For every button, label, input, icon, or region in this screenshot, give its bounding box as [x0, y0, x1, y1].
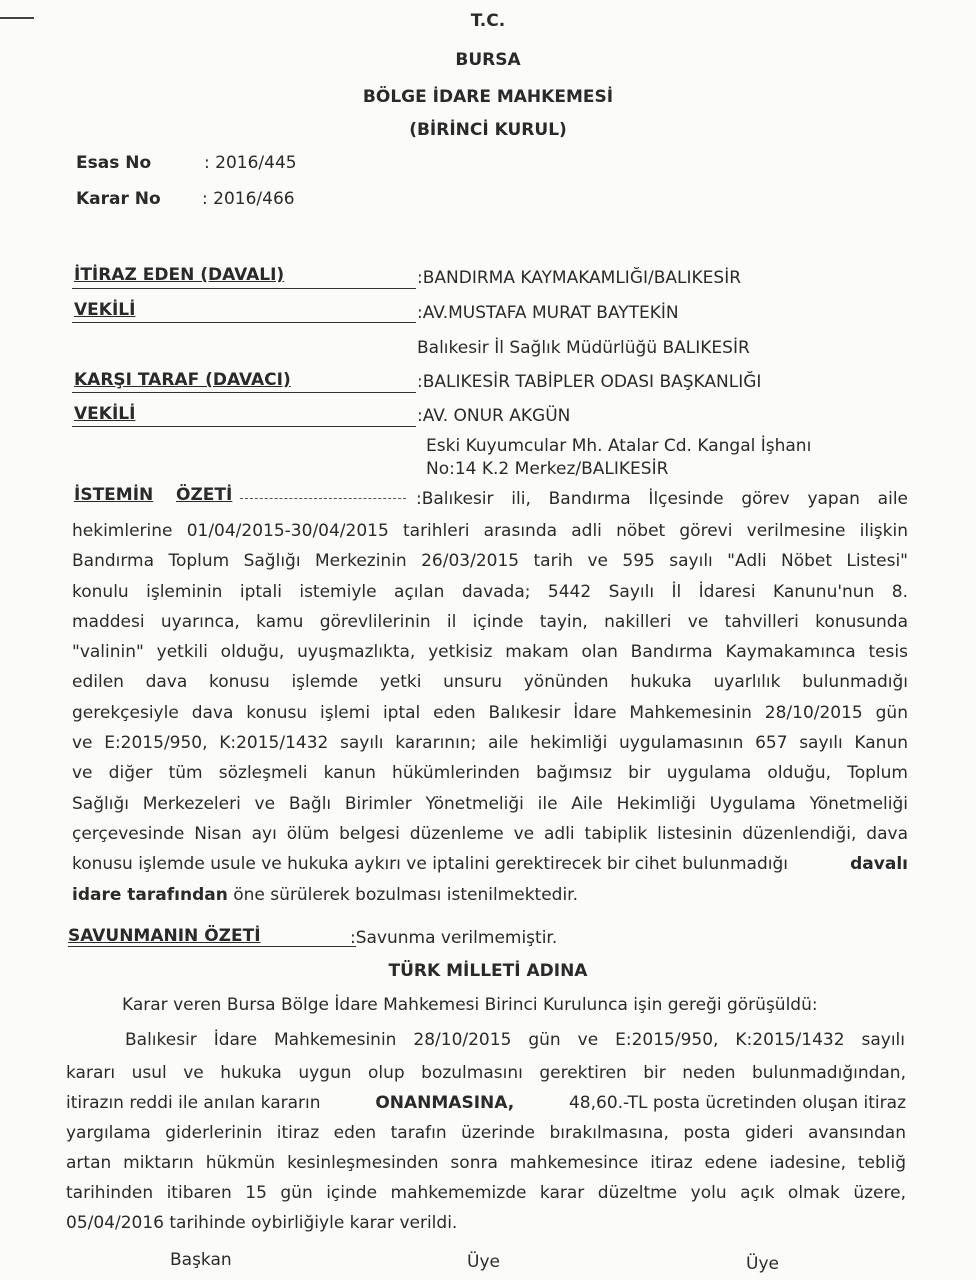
appellant-label: İTİRAZ EDEN (DAVALI)	[74, 265, 285, 285]
summary-line: Sağlığı Merkezeleri ve Bağlı Birimler Yönetmeliği ile Aile Hekimliği Uygulama Yönetmeliği	[72, 793, 908, 814]
ruling-line: kararı usul ve hukuka uygun olup bozulmasını gerektiren bir neden bulunmadığından,	[66, 1063, 906, 1083]
respondent-counsel-value: :AV. ONUR AKGÜN	[417, 406, 571, 426]
ruling-line-0: Balıkesir İdare Mahkemesinin 28/10/2015 gün ve E:2015/950, K:2015/1432 sayılı	[125, 1030, 905, 1050]
appellant-counsel-rule	[72, 322, 416, 323]
respondent-counsel-rule	[72, 426, 416, 427]
appellant-counsel-address: Balıkesir İl Sağlık Müdürlüğü BALIKESİR	[417, 338, 750, 358]
signature-member-2: Üye	[746, 1254, 779, 1274]
summary-line: edilen dava konusu işlemde yetki unsuru yönünden hukuka uyarlılık bulunmadığı	[72, 672, 908, 693]
signature-member-1: Üye	[467, 1252, 500, 1272]
esas-label: Esas No	[76, 153, 152, 173]
defense-value: :Savunma verilmemiştir.	[350, 928, 558, 948]
ruling-line: yargılama giderlerinin itiraz eden tarafın üzerinde bırakılmasına, posta gideri avansından	[66, 1123, 906, 1143]
header-panel: (BİRİNCİ KURUL)	[409, 120, 567, 140]
summary-label-2: ÖZETİ	[176, 485, 233, 505]
header-city: BURSA	[455, 50, 521, 70]
summary-line: maddesi uyarınca, kamu görevlilerinin il içinde tayin, nakilleri ve tahvilleri konusunda	[72, 611, 908, 632]
summary-line: ve diğer tüm sözleşmeli kanun hükümlerinden bağımsız bir uygulama olduğu, Toplum	[72, 763, 908, 784]
ruling-line-with-bold	[66, 1088, 906, 1118]
respondent-counsel-address-2: No:14 K.2 Merkez/BALIKESİR	[426, 459, 669, 479]
appellant-value: :BANDIRMA KAYMAKAMLIĞI/BALIKESİR	[417, 268, 742, 288]
summary-line: konulu işleminin iptali istemiyle açılan davada; 5442 Sayılı İl İdaresi Kanunu'nun 8.	[72, 581, 908, 602]
ruling-line-text: itirazın reddi ile anılan kararın	[66, 1093, 321, 1113]
summary-line: ve E:2015/950, K:2015/1432 sayılı kararının; aile hekimliği uygulamasının 657 sayılı Kanun	[72, 733, 908, 754]
ruling-intro: Karar veren Bursa Bölge İdare Mahkemesi Birinci Kurulunca işin gereği görüşüldü:	[122, 995, 818, 1015]
karar-label: Karar No	[76, 189, 161, 209]
summary-line: gerekçesiyle dava konusu işlemi iptal eden Balıkesir İdare Mahkemesinin 28/10/2015 gün	[72, 702, 908, 723]
appellant-counsel-label: VEKİLİ	[74, 300, 136, 320]
summary-body	[72, 516, 908, 910]
ruling-line: artan miktarın hükmün kesinleşmesinden sonra mahkemesince itiraz edene iadesine, tebliğ	[66, 1153, 906, 1173]
respondent-counsel-address-1: Eski Kuyumcular Mh. Atalar Cd. Kangal İşhanı	[426, 436, 812, 456]
esas-value: : 2016/445	[204, 153, 297, 173]
summary-label-1: İSTEMİN	[74, 485, 154, 505]
ruling-body	[66, 1058, 906, 1238]
defense-rule	[68, 946, 356, 947]
summary-dashes	[240, 498, 406, 499]
respondent-rule	[72, 392, 416, 393]
appellant-counsel-value: :AV.MUSTAFA MURAT BAYTEKİN	[417, 303, 679, 323]
appellant-rule	[72, 288, 416, 289]
summary-line-text: öne sürülerek bozulması istenilmektedir.	[233, 884, 579, 905]
respondent-counsel-label: VEKİLİ	[74, 404, 136, 424]
summary-line-text: konusu işlemde usule ve hukuka aykırı ve iptalini gerektirecek bir cihet bulunmadığı	[72, 854, 788, 875]
ruling-line-text: 48,60.-TL posta ücretinden oluşan itiraz	[568, 1093, 906, 1113]
ruling-heading: TÜRK MİLLETİ ADINA	[388, 961, 588, 981]
summary-line: çerçevesinde Nisan ayı ölüm belgesi düzenleme ve adli tabiplik listesinin düzenlendiği, dava	[72, 823, 908, 844]
summary-line: hekimlerine 01/04/2015-30/04/2015 tarihleri arasında adli nöbet görevi verilmesine ilişkin	[72, 521, 908, 541]
summary-line: Bandırma Toplum Sağlığı Merkezinin 26/03/2015 tarih ve 595 sayılı "Adli Nöbet Listesi"	[72, 551, 908, 572]
defense-label: SAVUNMANIN ÖZETİ	[68, 926, 261, 946]
respondent-label: KARŞI TARAF (DAVACI)	[74, 370, 291, 390]
ruling-bold-word: ONANMASINA,	[375, 1093, 515, 1113]
signature-chair: Başkan	[170, 1250, 232, 1270]
header-court: BÖLGE İDARE MAHKEMESİ	[362, 87, 614, 107]
summary-last-line	[72, 880, 908, 910]
header-tc: T.C.	[470, 11, 506, 31]
summary-bold-tail: davalı	[850, 854, 908, 875]
summary-line-0: :Balıkesir ili, Bandırma İlçesinde görev yapan aile	[416, 489, 908, 509]
summary-bold-head: idare tarafından	[72, 884, 228, 905]
summary-line: "valinin" yetkili olduğu, uyuşmazlıkta, yetkisiz makam olan Bandırma Kaymakamınca tesis	[72, 642, 908, 663]
respondent-value: :BALIKESİR TABİPLER ODASI BAŞKANLIĞI	[417, 372, 762, 392]
karar-value: : 2016/466	[202, 189, 295, 209]
ruling-line: 05/04/2016 tarihinde oybirliğiyle karar verildi.	[66, 1213, 458, 1233]
summary-line-with-bold	[72, 849, 908, 879]
ruling-line: tarihinden itibaren 15 gün içinde mahkememizde karar düzeltme yolu açık olmak üzere,	[66, 1183, 906, 1203]
